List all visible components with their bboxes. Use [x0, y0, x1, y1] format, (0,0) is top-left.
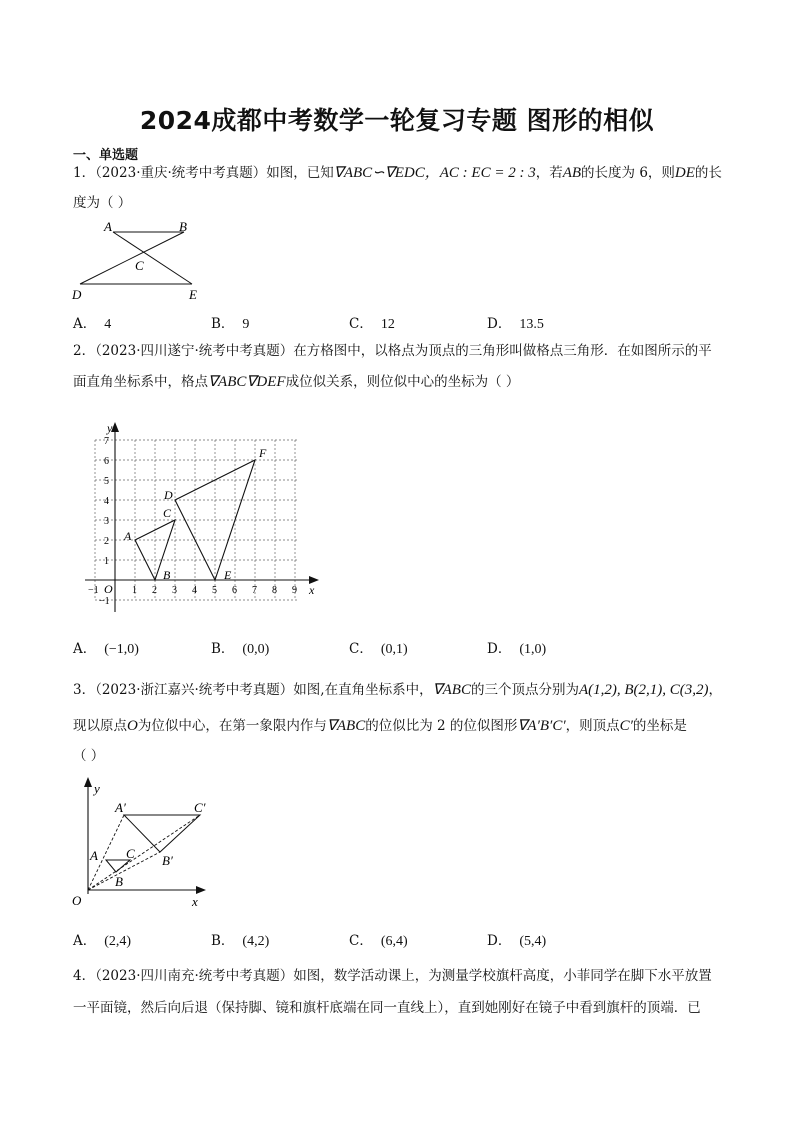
q2-option-d[interactable]: D． (1,0) [487, 641, 547, 657]
q3-stem-line3: （ ） [73, 748, 105, 764]
q2-y-tick: 7 [104, 436, 109, 447]
q2-x-axis-label: x [309, 583, 315, 597]
q4-stem-line1: 4．（2023·四川南充·统考中考真题）如图，数学活动课上，为测量学校旗杆高度，小菲同学在脚下水平放置 [73, 968, 712, 984]
q2-point-A: A [124, 529, 132, 543]
q2-point-F: F [259, 446, 267, 460]
q2-y-tick: 1 [104, 556, 109, 567]
q1-label-D: D [72, 287, 82, 302]
q3-option-c[interactable]: C． (6,4) [349, 933, 408, 949]
q2-y-axis-label: y [107, 421, 113, 435]
q3-vertex-coords: A(1,2), B(2,1), C(3,2) [578, 682, 709, 698]
q3-origin-label: O [72, 893, 82, 908]
q1-stem-line1: 1．（2023·重庆·统考中考真题）如图，已知∇ABC∽∇EDC，AC : EC = 2 : 3，若AB的长度为 6，则DE的长 [73, 165, 722, 181]
q2-y-tick: −1 [99, 596, 110, 607]
q2-x-tick: 5 [212, 585, 217, 596]
q1-label-C: C [135, 258, 144, 273]
q2-stem-line2: 面直角坐标系中，格点∇ABC∇DEF成位似关系，则位似中心的坐标为（ ） [73, 374, 520, 390]
q2-point-B: B [163, 568, 171, 582]
q1-option-c[interactable]: C． 12 [349, 316, 395, 332]
q1-ratio: ，AC : EC = 2 : 3 [424, 165, 536, 181]
q2-y-tick: 4 [104, 496, 109, 507]
q2-x-tick: 2 [152, 585, 157, 596]
q2-stem-line1: 2．（2023·四川遂宁·统考中考真题）在方格图中，以格点为顶点的三角形叫做格点三角形．在如图所示的平 [73, 343, 712, 359]
q2-x-tick: 8 [272, 585, 277, 596]
q1-option-a[interactable]: A． 4 [73, 316, 112, 332]
q3-option-a[interactable]: A． (2,4) [73, 933, 132, 949]
q2-x-tick: 3 [172, 585, 177, 596]
q2-point-E: E [224, 568, 232, 582]
q3-point-B: B [115, 874, 123, 889]
q2-point-C: C [163, 506, 172, 520]
q3-stem-line1: 3．（2023·浙江嘉兴·统考中考真题）如图,在直角坐标系中，∇ABC的三个顶点分别为A(1,2), B(2,1), C(3,2)， [73, 682, 723, 698]
q1-label-E: E [189, 287, 197, 302]
q1-figure [68, 218, 218, 304]
q2-x-tick: 4 [192, 585, 197, 596]
q1-option-b[interactable]: B． 9 [211, 316, 250, 332]
q2-figure [85, 418, 325, 616]
q2-y-tick: 6 [104, 456, 109, 467]
q3-stem-line2: 现以原点O为位似中心，在第一象限内作与∇ABC的位似比为 2 的位似图形∇A′B′C′，则顶点C′的坐标是 [73, 718, 687, 734]
q2-y-tick: 5 [104, 476, 109, 487]
page-title: 2024成都中考数学一轮复习专题 图形的相似 [139, 106, 655, 135]
q2-x-tick: 1 [132, 585, 137, 596]
q2-option-b[interactable]: B． (0,0) [211, 641, 270, 657]
q3-point-B-prime: B′ [162, 853, 173, 868]
q1-option-d[interactable]: D． 13.5 [487, 316, 544, 332]
q3-point-A-prime: A′ [115, 800, 126, 815]
q3-option-b[interactable]: B． (4,2) [211, 933, 270, 949]
q2-x-tick: −1 [88, 585, 99, 596]
q2-origin-label: O [104, 582, 113, 596]
q1-label-B: B [179, 219, 187, 234]
q1-label-A: A [104, 219, 112, 234]
q2-x-tick: 7 [252, 585, 257, 596]
section-heading: 一、单选题 [73, 148, 139, 163]
q2-option-c[interactable]: C． (0,1) [349, 641, 408, 657]
q2-y-tick: 3 [104, 516, 109, 527]
q1-triangles: ∇ABC∽∇EDC [333, 165, 425, 181]
q3-x-axis-label: x [192, 894, 198, 909]
q2-x-tick: 9 [292, 585, 297, 596]
q3-point-C-prime: C′ [194, 800, 206, 815]
q3-figure [68, 772, 218, 912]
q3-option-d[interactable]: D． (5,4) [487, 933, 547, 949]
q2-y-tick: 2 [104, 536, 109, 547]
q4-stem-line2: 一平面镜，然后向后退（保持脚、镜和旗杆底端在同一直线上），直到她刚好在镜子中看到旗杆的顶端．已 [73, 1000, 701, 1016]
q2-option-a[interactable]: A． (−1,0) [73, 641, 139, 657]
q2-point-D: D [164, 488, 173, 502]
q3-y-axis-label: y [94, 781, 100, 796]
q1-stem-line2: 度为（ ） [73, 195, 132, 211]
q3-point-C: C [126, 846, 135, 861]
q2-x-tick: 6 [232, 585, 237, 596]
q3-point-A: A [90, 848, 98, 863]
